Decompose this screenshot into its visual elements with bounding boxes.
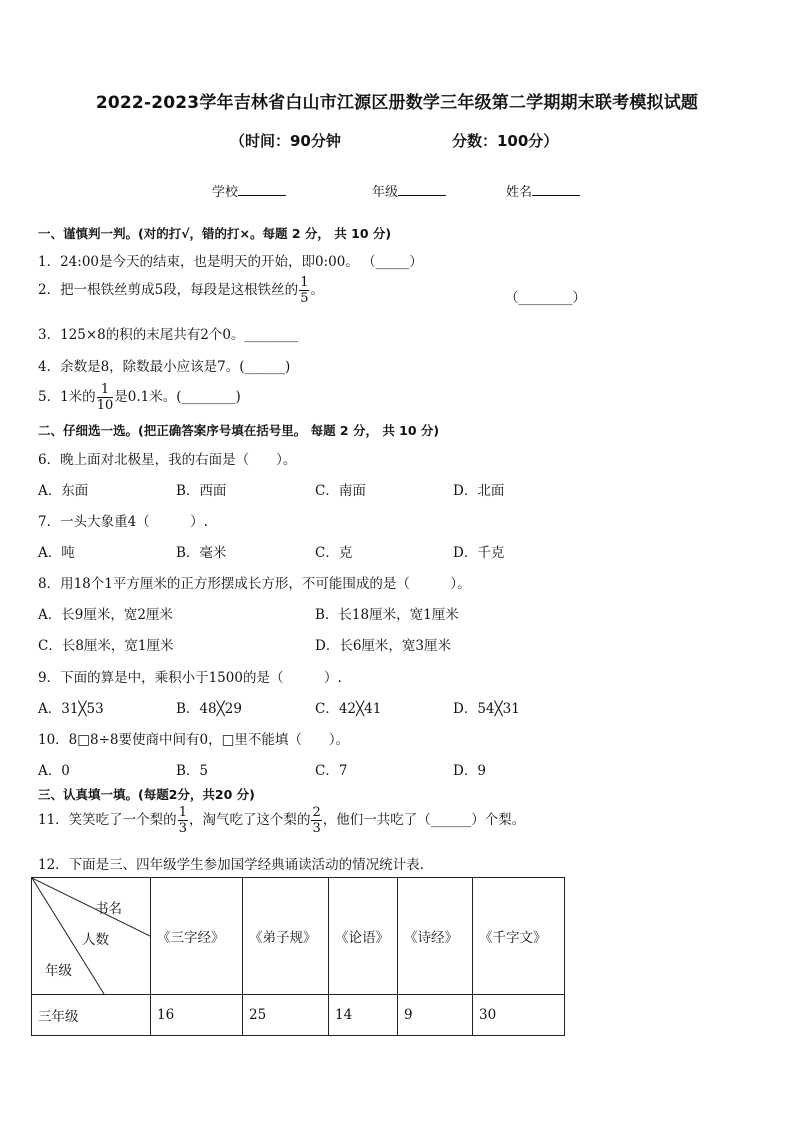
question-8: 8．用18个1平方厘米的正方形摆成长方形，不可能围成的是（ ）。 (38, 576, 471, 592)
fraction-2-3: $\frac{2}{3}$ (312, 805, 321, 836)
fraction-1-3: $\frac{1}{3}$ (178, 805, 187, 836)
q7-option-a[interactable]: A．吨 (38, 545, 75, 561)
question-9: 9．下面的算是中，乘积小于1500的是（ ）. (38, 670, 342, 686)
q10-option-a[interactable]: A．0 (38, 763, 70, 779)
table-cell: 14 (329, 995, 398, 1036)
table-cell: 25 (243, 995, 329, 1036)
question-12: 12．下面是三、四年级学生参加国学经典诵读活动的情况统计表. (38, 857, 424, 873)
q10-option-d[interactable]: D．9 (453, 763, 486, 779)
section1-heading: 一、谨慎判一判。(对的打√，错的打×。每题 2 分， 共 10 分) (38, 226, 392, 241)
table-header-cell: 《诗经》 (398, 878, 473, 995)
q9-option-d[interactable]: D．54╳31 (453, 701, 520, 717)
q8-option-b[interactable]: B．长18厘米，宽1厘米 (315, 607, 459, 623)
q9-option-c[interactable]: C．42╳41 (315, 701, 382, 717)
question-6: 6．晚上面对北极星，我的右面是（ ）。 (38, 452, 297, 468)
q7-option-d[interactable]: D．千克 (453, 545, 505, 561)
table-cell: 16 (151, 995, 243, 1036)
q7-option-b[interactable]: B．毫米 (176, 545, 227, 561)
name-blank[interactable] (532, 183, 580, 196)
table-header-cell: 《论语》 (329, 878, 398, 995)
grade-blank[interactable] (398, 183, 446, 196)
question-11: 11．笑笑吃了一个梨的 $\frac{1}{3}$ ，淘气吃了这个梨的 $\frac{2}{3}$ ，他们一共吃了（______）个梨。 (38, 805, 526, 836)
question-1-answer[interactable]: （_____） (368, 254, 423, 270)
grade-label: 年级 (372, 185, 399, 200)
table-row-label: 三年级 (32, 995, 151, 1036)
question-1 (38, 250, 423, 270)
school-blank[interactable] (238, 183, 286, 196)
reading-stats-table (31, 877, 565, 1036)
table-header-cell: 《弟子规》 (243, 878, 329, 995)
question-2-answer[interactable]: （________） (505, 290, 586, 306)
table-corner-cell (32, 878, 151, 995)
name-field[interactable] (506, 181, 580, 200)
q6-option-a[interactable]: A．东面 (38, 483, 89, 499)
q10-option-c[interactable]: C．7 (315, 763, 348, 779)
q6-option-d[interactable]: D．北面 (453, 483, 505, 499)
q7-option-c[interactable]: C．克 (315, 545, 353, 561)
q8-option-d[interactable]: D．长6厘米，宽3厘米 (315, 638, 452, 654)
table-row (32, 995, 565, 1036)
q9-option-a[interactable]: A．31╳53 (38, 701, 104, 717)
table-header-cell: 《千字文》 (473, 878, 565, 995)
page-title: 2022-2023学年吉林省白山市江源区册数学三年级第二学期期末联考模拟试题 (95, 93, 699, 113)
grade-field[interactable] (372, 181, 446, 200)
table-cell: 9 (398, 995, 473, 1036)
corner-label-book: 书名 (95, 901, 122, 917)
name-label: 姓名 (506, 185, 533, 200)
question-7: 7．一头大象重4（ ）. (38, 514, 208, 530)
q8-option-c[interactable]: C．长8厘米，宽1厘米 (38, 638, 174, 654)
table-cell: 30 (473, 995, 565, 1036)
section2-heading: 二、仔细选一选。(把正确答案序号填在括号里。 每题 2 分， 共 10 分) (38, 423, 440, 438)
corner-label-grade: 年级 (45, 963, 72, 979)
question-5: 5．1米的 $\frac{1}{10}$ 是0.1米。(________) (38, 382, 241, 413)
q10-option-b[interactable]: B．5 (176, 763, 209, 779)
q6-option-b[interactable]: B．西面 (176, 483, 227, 499)
exam-time: （时间：90分钟 (230, 132, 341, 150)
question-3: 3．125×8的积的末尾共有2个0。________ (38, 327, 299, 343)
section3-heading: 三、认真填一填。(每题2分，共20 分) (38, 787, 255, 802)
table-header-row (32, 878, 565, 995)
table-header-cell: 《三字经》 (151, 878, 243, 995)
school-label: 学校 (212, 185, 239, 200)
q6-option-c[interactable]: C．南面 (315, 483, 366, 499)
corner-label-count: 人数 (82, 932, 109, 948)
question-2-text: 2．把一根铁丝剪成5段，每段是这根铁丝的 (38, 282, 299, 298)
school-field[interactable] (212, 181, 286, 200)
q9-option-b[interactable]: B．48╳29 (176, 701, 242, 717)
fraction-1-5: $\frac{1}{5}$ (300, 275, 309, 306)
question-1-text: 1．24:00是今天的结束，也是明天的开始，即0:00。 (38, 254, 359, 270)
fraction-1-10: $\frac{1}{10}$ (96, 382, 114, 413)
question-10: 10．8□8÷8要使商中间有0，□里不能填（ ）。 (38, 732, 350, 748)
exam-score: 分数：100分） (452, 132, 559, 150)
question-4: 4．余数是8，除数最小应该是7。(______) (38, 359, 291, 375)
question-2: 2．把一根铁丝剪成5段，每段是这根铁丝的 $\frac{1}{5}$ 。 (38, 275, 324, 306)
q8-option-a[interactable]: A．长9厘米，宽2厘米 (38, 607, 173, 623)
